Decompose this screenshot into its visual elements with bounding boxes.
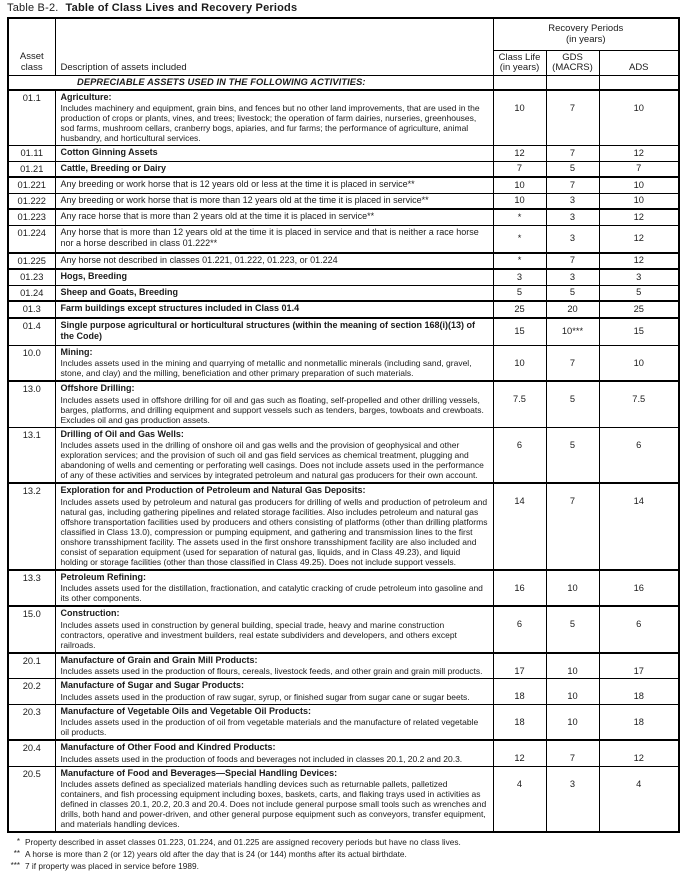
row-title: Any horse not described in classes 01.221, 01.222, 01.223, or 01.224 [60, 254, 338, 265]
ads-cell: 6 [599, 606, 679, 653]
class-life-cell: 16 [493, 570, 546, 607]
description-cell [55, 679, 493, 705]
ads-cell: 15 [599, 318, 679, 346]
gds-cell: 5 [546, 161, 599, 177]
col-header-description [55, 18, 493, 75]
row-title: Any breeding or work horse that is more than 12 years old at the time it is placed in service** [60, 194, 429, 205]
asset-class-cell: 01.222 [8, 193, 55, 209]
description-cell [55, 766, 493, 832]
ads-cell: 18 [599, 679, 679, 705]
ads-cell: 12 [599, 209, 679, 225]
description-cell [55, 209, 493, 225]
class-life-cell: 12 [493, 146, 546, 162]
row-description: Includes assets defined as specialized materials handling devices such as returnable pallets, palletized containers, and fish processing equipment including boxes, baskets, carts, and flaking trays used in activities as defined in classes 20.1, 20.2, 20.3 and 20.4. Does not include general purpose small tools such as wrenches and drills, both hand and power-driven, and other general purpose equipment such as conveyors, transfer equipment, and materials handling devices. [60, 779, 487, 829]
class-life-cell: 12 [493, 740, 546, 766]
table-row [8, 177, 679, 193]
gds-cell: 3 [546, 225, 599, 253]
description-cell [55, 177, 493, 193]
footnote-marker: * [16, 837, 20, 846]
col-header-gds [546, 50, 599, 75]
row-description: Includes machinery and equipment, grain bins, and fences but no other land improvements, that are used in the production of crops or plants, vines, and trees; livestock; the operation of farm dairies, nurseries, greenhouses, sod farms, mushroom cellars, cranberry bogs, apiaries, and fur farms; the performance of agriculture, animal husbandry, and horticultural services. [60, 103, 480, 143]
table-row [8, 381, 679, 427]
ads-cell: 10 [599, 345, 679, 381]
recovery-periods-sublabel: (in years) [565, 34, 606, 46]
description-cell [55, 740, 493, 766]
ads-cell: 25 [599, 301, 679, 318]
description-cell [55, 427, 493, 483]
section-empty-class-life-cell [493, 75, 546, 90]
table-row [8, 193, 679, 209]
asset-class-cell: 20.4 [8, 740, 55, 766]
table-row [8, 285, 679, 301]
asset-class-cell: 15.0 [8, 606, 55, 653]
class-life-cell: 10 [493, 177, 546, 193]
table-row [8, 704, 679, 740]
footnote-item [8, 837, 679, 847]
class-life-cell: 18 [493, 679, 546, 705]
description-cell [55, 225, 493, 253]
row-title: Any breeding or work horse that is 12 years old or less at the time it is placed in service** [60, 179, 415, 189]
gds-cell: 5 [546, 285, 599, 301]
footnotes [7, 833, 679, 871]
row-description: Includes assets used by petroleum and natural gas producers for drilling of wells and production of petroleum and natural gas, including gathering pipelines and related storage facilities. Also includes petroleum and natural gas offshore transportation facilities used by producers and others consisting of platforms (other than drilling platforms classified in Class 13.0), compression or pumping equipment, and gathering and transmission lines to the first onshore transshipment facility. The assets used in the first onshore transshipment facility are also included and consist of separation equipment (used for separation of natural gas, liquids, and in Class 49.23), and liquid holding or storage facilities (other than those classified in Class 49.25). Does not include support vessels. [60, 496, 488, 567]
table-row [8, 318, 679, 346]
asset-class-cell: 01.4 [8, 318, 55, 346]
section-heading: DEPRECIABLE ASSETS USED IN THE FOLLOWING ACTIVITIES: [8, 75, 493, 90]
gds-cell: 7 [546, 483, 599, 570]
col-header-class-life [493, 50, 546, 75]
row-description: Includes assets used in the drilling of onshore oil and gas wells and the provision of geophysical and other exploration services; and the provision of such oil and gas field services as chemical treatment, plugging and abandoning of wells and cementing or perforating well casings. Does not include assets used in the performance of any of these activities and services by integrated petroleum and natural gas producers for their own account. [60, 440, 484, 480]
asset-class-cell: 01.21 [8, 161, 55, 177]
asset-class-cell: 01.224 [8, 225, 55, 253]
col-header-asset-class [8, 18, 55, 75]
ads-cell: 6 [599, 427, 679, 483]
row-title: Agriculture: [60, 91, 112, 102]
table-row [8, 90, 679, 146]
class-life-cell: 25 [493, 301, 546, 318]
gds-cell: 7 [546, 253, 599, 270]
page-title [7, 1, 679, 17]
row-title: Cotton Ginning Assets [60, 147, 158, 157]
asset-class-cell: 01.3 [8, 301, 55, 318]
row-title: Construction: [60, 608, 120, 618]
description-cell [55, 285, 493, 301]
table-row [8, 269, 679, 285]
asset-class-cell: 01.24 [8, 285, 55, 301]
row-title: Any horse that is more than 12 years old at the time it is placed in service and that is neither a race horse nor a horse described in class 01.222** [60, 226, 479, 248]
asset-class-cell: 10.0 [8, 345, 55, 381]
description-cell [55, 161, 493, 177]
gds-cell: 7 [546, 345, 599, 381]
footnote-marker: *** [10, 861, 20, 870]
ads-cell: 12 [599, 146, 679, 162]
row-title: Offshore Drilling: [60, 383, 135, 393]
gds-cell: 5 [546, 606, 599, 653]
class-life-header-line1: Class Life [498, 51, 541, 63]
description-cell [55, 301, 493, 318]
asset-class-cell: 01.23 [8, 269, 55, 285]
asset-class-cell: 01.11 [8, 146, 55, 162]
class-lives-table [7, 17, 680, 833]
description-cell [55, 269, 493, 285]
asset-class-cell: 01.1 [8, 90, 55, 146]
gds-cell: 10 [546, 570, 599, 607]
class-life-cell: 7.5 [493, 381, 546, 427]
ads-header-label: ADS [628, 62, 649, 73]
class-life-cell: 18 [493, 704, 546, 740]
class-life-cell: 6 [493, 427, 546, 483]
row-title: Exploration for and Production of Petroleum and Natural Gas Deposits: [60, 485, 366, 495]
ads-cell: 4 [599, 766, 679, 832]
class-life-cell: 5 [493, 285, 546, 301]
footnote-item [8, 849, 679, 859]
row-title: Manufacture of Sugar and Sugar Products: [60, 680, 245, 690]
asset-class-cell: 01.221 [8, 177, 55, 193]
asset-class-cell: 20.1 [8, 653, 55, 679]
row-title: Drilling of Oil and Gas Wells: [60, 428, 184, 439]
class-life-cell: 10 [493, 90, 546, 146]
gds-header-line1: GDS [562, 51, 583, 63]
section-empty-ads-cell [599, 75, 679, 90]
table-row [8, 679, 679, 705]
footnote-text: A horse is more than 2 (or 12) years old after the day that is 24 (or 144) months after its actual birthdate. [25, 849, 407, 859]
ads-cell: 12 [599, 225, 679, 253]
gds-cell: 10*** [546, 318, 599, 346]
table-row [8, 483, 679, 570]
class-life-cell: * [493, 225, 546, 253]
ads-cell: 5 [599, 285, 679, 301]
header-row-top [8, 18, 679, 50]
footnote-text: Property described in asset classes 01.223, 01.224, and 01.225 are assigned recovery periods but have no class lives. [25, 837, 461, 847]
row-title: Cattle, Breeding or Dairy [60, 162, 167, 173]
gds-cell: 7 [546, 740, 599, 766]
row-title: Manufacture of Other Food and Kindred Products: [60, 742, 276, 752]
description-cell [55, 653, 493, 679]
table-title-text: Table of Class Lives and Recovery Periods [65, 2, 298, 14]
ads-cell: 12 [599, 253, 679, 270]
gds-cell: 20 [546, 301, 599, 318]
gds-cell: 7 [546, 90, 599, 146]
description-cell [55, 90, 493, 146]
ads-cell: 10 [599, 90, 679, 146]
class-life-cell: 7 [493, 161, 546, 177]
class-life-cell: 10 [493, 193, 546, 209]
row-description: Includes assets used in the mining and quarrying of metallic and nonmetallic minerals (including sand, gravel, stone, and clay) and the milling, beneficiation and other primary preparation of such materials. [60, 358, 472, 378]
ads-cell: 12 [599, 740, 679, 766]
row-description: Includes assets used in offshore drilling for oil and gas such as floating, self-propelled and other drilling vessels, barges, platforms, and drilling equipment and support vessels such as tenders, barges, towboats and crewboats. Excludes oil and gas production assets. [60, 394, 484, 425]
table-row [8, 427, 679, 483]
description-cell [55, 345, 493, 381]
table-row [8, 146, 679, 162]
row-description: Includes assets used in the production of foods and beverages not included in classes 20.1, 20.2 and 20.3. [60, 753, 463, 764]
row-title: Sheep and Goats, Breeding [60, 286, 179, 297]
ads-cell: 16 [599, 570, 679, 607]
ads-cell: 10 [599, 193, 679, 209]
row-title: Manufacture of Food and Beverages—Special Handling Devices: [60, 767, 338, 778]
table-header [8, 18, 679, 75]
row-title: Petroleum Refining: [60, 571, 147, 582]
gds-cell: 7 [546, 177, 599, 193]
asset-class-cell: 13.2 [8, 483, 55, 570]
gds-cell: 3 [546, 193, 599, 209]
description-cell [55, 704, 493, 740]
asset-class-cell: 01.223 [8, 209, 55, 225]
class-life-cell: 10 [493, 345, 546, 381]
row-title: Manufacture of Grain and Grain Mill Products: [60, 654, 258, 665]
table-row [8, 606, 679, 653]
section-heading-row [8, 75, 679, 90]
table-row [8, 225, 679, 253]
description-header-label: Description of assets included [60, 61, 187, 73]
ads-cell: 7 [599, 161, 679, 177]
ads-cell: 7.5 [599, 381, 679, 427]
col-header-ads [599, 50, 679, 75]
table-row [8, 161, 679, 177]
table-row [8, 345, 679, 381]
gds-cell: 3 [546, 209, 599, 225]
row-description: Includes assets used in the production of oil from vegetable materials and the manufacture of related vegetable oil products. [60, 717, 479, 737]
gds-header-line2: (MACRS) [552, 62, 593, 73]
gds-cell: 7 [546, 146, 599, 162]
gds-cell: 3 [546, 269, 599, 285]
gds-cell: 10 [546, 704, 599, 740]
asset-class-cell: 20.5 [8, 766, 55, 832]
footnote-text: 7 if property was placed in service before 1989. [25, 861, 199, 871]
ads-cell: 17 [599, 653, 679, 679]
ads-cell: 14 [599, 483, 679, 570]
row-title: Single purpose agricultural or horticultural structures (within the meaning of section 168(i)(13) of the Code) [60, 319, 476, 341]
class-life-cell: 3 [493, 269, 546, 285]
description-cell [55, 381, 493, 427]
table-label: Table B-2. [7, 2, 59, 14]
row-description: Includes assets used in the production of flours, cereals, livestock feeds, and other grain and grain mill products. [60, 666, 483, 676]
class-life-cell: 4 [493, 766, 546, 832]
asset-class-cell: 13.1 [8, 427, 55, 483]
row-description: Includes assets used in construction by general building, special trade, heavy and marine construction contractors, operative and investment builders, real estate subdividers and developers, and others except railroads. [60, 619, 457, 650]
ads-cell: 18 [599, 704, 679, 740]
class-life-header-line2: (in years) [499, 62, 540, 73]
gds-cell: 5 [546, 427, 599, 483]
row-title: Hogs, Breeding [60, 271, 128, 281]
class-life-cell: 14 [493, 483, 546, 570]
footnote-item [8, 861, 679, 871]
table-row [8, 570, 679, 607]
asset-class-cell: 13.3 [8, 570, 55, 607]
description-cell [55, 253, 493, 270]
table-row [8, 740, 679, 766]
row-title: Mining: [60, 346, 93, 357]
asset-class-cell: 01.225 [8, 253, 55, 270]
section-empty-gds-cell [546, 75, 599, 90]
description-cell [55, 483, 493, 570]
table-row [8, 253, 679, 270]
gds-cell: 10 [546, 653, 599, 679]
description-cell [55, 606, 493, 653]
asset-class-cell: 20.2 [8, 679, 55, 705]
recovery-periods-label: Recovery Periods [548, 22, 624, 34]
row-title: Any race horse that is more than 2 years old at the time it is placed in service** [60, 211, 375, 221]
asset-class-cell: 13.0 [8, 381, 55, 427]
table-row [8, 766, 679, 832]
description-cell [55, 570, 493, 607]
description-cell [55, 193, 493, 209]
table-row [8, 653, 679, 679]
footnote-marker: ** [13, 849, 20, 858]
table-body [8, 75, 679, 832]
description-cell [55, 146, 493, 162]
class-life-cell: * [493, 253, 546, 270]
gds-cell: 5 [546, 381, 599, 427]
description-cell [55, 318, 493, 346]
gds-cell: 3 [546, 766, 599, 832]
ads-cell: 3 [599, 269, 679, 285]
asset-class-header-line1: Asset [19, 50, 44, 62]
col-header-recovery-periods [493, 18, 679, 50]
gds-cell: 10 [546, 679, 599, 705]
asset-class-header-line2: class [20, 61, 43, 73]
class-life-cell: 17 [493, 653, 546, 679]
row-description: Includes assets used for the distillation, fractionation, and catalytic cracking of crude petroleum into gasoline and its other components. [60, 583, 483, 603]
class-life-cell: 15 [493, 318, 546, 346]
class-life-cell: * [493, 209, 546, 225]
ads-cell: 10 [599, 177, 679, 193]
row-description: Includes assets used in the production of raw sugar, syrup, or finished sugar from sugar cane or sugar beets. [60, 691, 470, 702]
table-row [8, 301, 679, 318]
class-life-cell: 6 [493, 606, 546, 653]
table-row [8, 209, 679, 225]
asset-class-cell: 20.3 [8, 704, 55, 740]
row-title: Farm buildings except structures included in Class 01.4 [60, 303, 300, 313]
row-title: Manufacture of Vegetable Oils and Vegetable Oil Products: [60, 705, 312, 716]
